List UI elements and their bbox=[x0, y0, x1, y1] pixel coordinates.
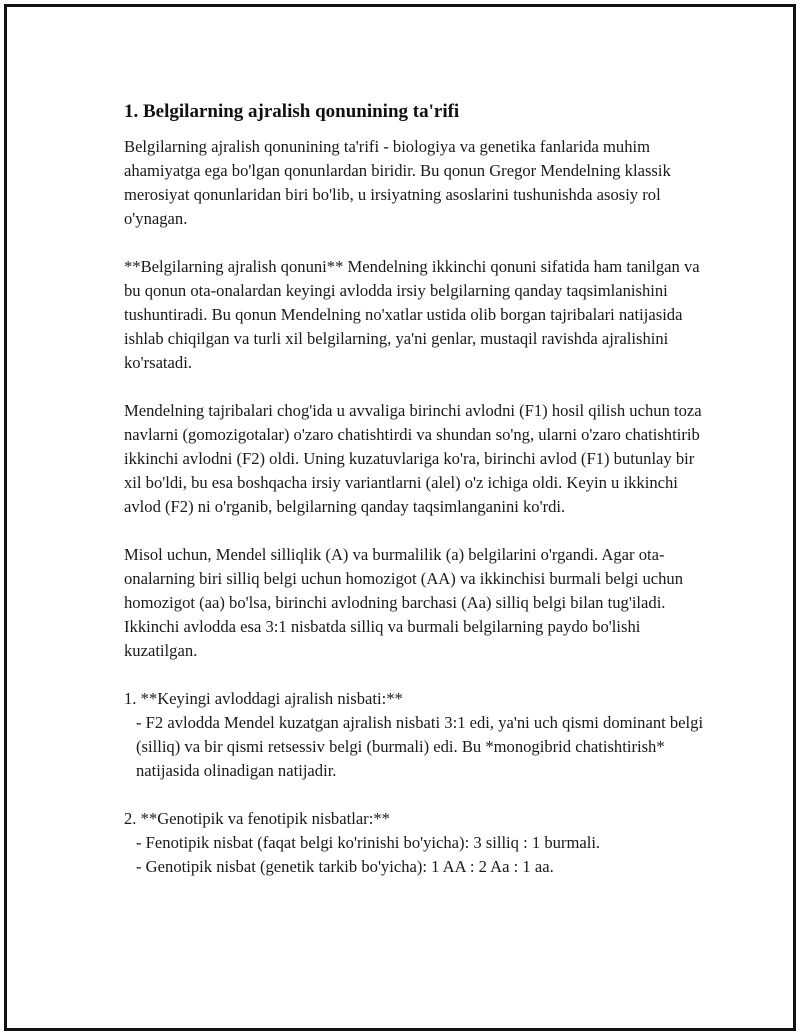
list-subitem: - Genotipik nisbat (genetik tarkib bo'yicha): 1 AA : 2 Aa : 1 aa. bbox=[136, 857, 554, 876]
paragraph-example: Misol uchun, Mendel silliqlik (A) va burmalilik (a) belgilarini o'rgandi. Agar ota-onalarning biri silliq belgi uchun homozigot (AA) va ikkinchisi burmali belgi uchun homozigot (aa) bo'lsa, birinchi avlodning barchasi (Aa) silliq belgi bilan tug'iladi. Ikkinchi avlodda esa 3:1 nisbatda silliq va burmali belgilarning paydo bo'lishi kuzatilgan. bbox=[124, 545, 688, 660]
document-body bbox=[121, 99, 711, 903]
paragraph-intro: Belgilarning ajralish qonunining ta'rifi - biologiya va genetika fanlarida muhim ahamiyatga ega bo'lgan qonunlardan biridir. Bu qonun Gregor Mendelning klassik merosiyat qonunlaridan biri bo'lib, u irsiyatning asoslarini tushunishda asosiy rol o'ynagan. bbox=[124, 137, 675, 228]
list-item-ratio bbox=[121, 687, 711, 783]
list-item-genotype-phenotype bbox=[121, 807, 711, 879]
document-heading: 1. Belgilarning ajralish qonunining ta'rifi bbox=[124, 101, 460, 122]
paragraph-law-definition: **Belgilarning ajralish qonuni** Mendelning ikkinchi qonuni sifatida ham tanilgan va bu qonun ota-onalardan keyingi avlodda irsiy belgilarning qanday taqsimlanishini tushuntiradi. Bu qonun Mendelning no'xatlar ustida olib borgan tajribalari natijasida ishlab chiqilgan va turli xil belgilarning, ya'ni genlar, mustaqil ravishda ajralishini ko'rsatadi. bbox=[124, 257, 704, 372]
paragraph-experiments: Mendelning tajribalari chog'ida u avvaliga birinchi avlodni (F1) hosil qilish uchun toza navlarni (gomozigotalar) o'zaro chatishtirdi va shundan so'ng, ularni o'zaro chatishtirib ikkinchi avlodni (F2) oldi. Uning kuzatuvlariga ko'ra, birinchi avlod (F1) butunlay bir xil bo'ldi, bu esa boshqacha irsiy variantlarni (alel) o'z ichiga oldi. Keyin u ikkinchi avlod (F2) ni o'rganib, belgilarning qanday taqsimlanganini ko'rdi. bbox=[124, 401, 706, 516]
page-frame bbox=[4, 4, 796, 1031]
list-subitem: - Fenotipik nisbat (faqat belgi ko'rinishi bo'yicha): 3 silliq : 1 burmali. bbox=[136, 833, 601, 852]
list-item-title: 2. **Genotipik va fenotipik nisbatlar:** bbox=[124, 809, 390, 828]
list-item-title: 1. **Keyingi avloddagi ajralish nisbati:** bbox=[124, 689, 403, 708]
list-subitem: - F2 avlodda Mendel kuzatgan ajralish nisbati 3:1 edi, ya'ni uch qismi dominant belgi (silliq) va bir qismi retsessiv belgi (burmali) edi. Bu *monogibrid chatishtirish* natijasida olinadigan natijadir. bbox=[136, 713, 708, 780]
